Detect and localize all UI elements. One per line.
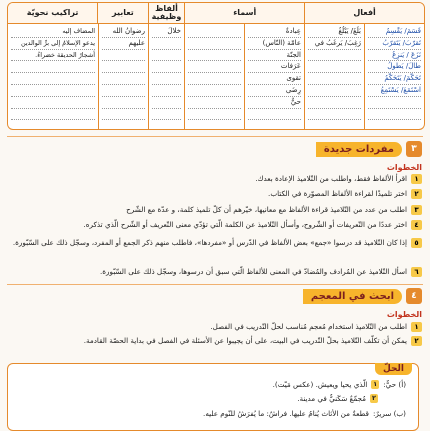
table-cell: تقوى bbox=[248, 73, 301, 85]
asmaa-col2 bbox=[184, 24, 244, 130]
table-cell: الجنّة bbox=[248, 50, 301, 62]
solution-text: مُجمّعٌ سَكَنيٌّ في مدينة. bbox=[297, 394, 367, 403]
steps-subheading: الخطوات bbox=[386, 310, 422, 319]
table-cell bbox=[188, 61, 241, 73]
table-cell: حيٌّ bbox=[248, 97, 301, 109]
table-cell bbox=[152, 97, 181, 109]
header-alfaz: ألفاظ وظيفية bbox=[148, 3, 185, 23]
table-cell: تَقرّبَ/ يَتَقرّبُ bbox=[368, 38, 421, 50]
solution-label: الحلّ bbox=[375, 363, 412, 375]
header-tarakib: تراكيب نحويّة bbox=[26, 8, 79, 17]
step-item bbox=[8, 336, 422, 346]
table-cell bbox=[368, 97, 421, 109]
table-cell bbox=[152, 38, 181, 50]
step-item bbox=[8, 174, 422, 184]
step-item bbox=[8, 189, 422, 199]
table-cell bbox=[188, 85, 241, 97]
af3al-col1 bbox=[364, 24, 424, 130]
table-cell: طالَ/ يَطولُ bbox=[368, 61, 421, 73]
table-cell bbox=[11, 109, 95, 121]
step-text: اختر تلميذًا لقراءة الألفاظ المصوّرة في الكتاب. bbox=[268, 189, 407, 198]
solution-term: (أ) حيٌّ: bbox=[383, 380, 406, 389]
step-item bbox=[8, 267, 422, 277]
solution-line bbox=[203, 409, 406, 418]
table-cell bbox=[11, 73, 95, 85]
table-cell bbox=[11, 97, 95, 109]
table-cell bbox=[102, 61, 145, 73]
solution-line bbox=[297, 394, 378, 403]
table-cell: أشجارُ الحديقة خضراءُ. bbox=[11, 50, 95, 62]
section-number-badge: ٤ bbox=[406, 288, 422, 304]
table-cell: عامّة (النّاس) bbox=[248, 38, 301, 50]
step-number: ٣ bbox=[411, 205, 422, 215]
step-text: إذا كان التّلاميذ قد درسوا «جمع» بعض الألفاظ في الدّرس أو «مفردها»، فاطلب منهم ذكر الجمع أو المفرد، وسجّل ذلك على السّبّورة. bbox=[12, 238, 407, 247]
step-text: اطلب من التّلاميذ استخدام مُعجم مُناسب لحلّ التّدريب في الفصل. bbox=[210, 322, 407, 331]
table-cell bbox=[368, 109, 421, 121]
table-cell bbox=[102, 50, 145, 62]
table-cell: المضاف إليه bbox=[11, 26, 95, 38]
table-cell: عَرَفات bbox=[248, 61, 301, 73]
table-cell bbox=[152, 61, 181, 73]
header-af3al: أفعال bbox=[304, 3, 424, 23]
steps-subheading: الخطوات bbox=[386, 163, 422, 172]
table-cell bbox=[102, 97, 145, 109]
table-cell: عِبادةٌ bbox=[248, 26, 301, 38]
table-cell: رَغِبَ/ يَرغَبُ في bbox=[308, 38, 361, 50]
step-text: اطلب من عدد من التّلاميذ قراءة الألفاظ مع معانيها، خيّرهم أن كلّ تلميذ كلمة، و عدّة مع الشّرح bbox=[126, 205, 407, 214]
table-cell bbox=[308, 61, 361, 73]
table-cell bbox=[152, 50, 181, 62]
af3al-col2 bbox=[304, 24, 364, 130]
step-text: اسأل التّلاميذ عن المُرادف والمُضادّ في المعنى للألفاظ الّتي سبق أن درسوها، وسجّل ذلك على السّبّورة. bbox=[99, 267, 407, 276]
table-cell bbox=[102, 109, 145, 121]
table-cell bbox=[102, 85, 145, 97]
solution-term: (ب) سريرٌ: bbox=[372, 409, 406, 418]
table-cell bbox=[308, 73, 361, 85]
solution-line bbox=[273, 380, 406, 389]
step-item bbox=[8, 238, 422, 248]
step-number: ٤ bbox=[411, 220, 422, 230]
section-number-badge: ٣ bbox=[406, 141, 422, 157]
table-cell: يدعو الإسلامُ إلى برِّ الوالدين bbox=[11, 38, 95, 50]
table-cell bbox=[188, 26, 241, 38]
table-cell: تَحَكَّمَ/ يَتَحَكَّمُ bbox=[368, 73, 421, 85]
table-cell bbox=[188, 109, 241, 121]
tarakib-col bbox=[8, 24, 98, 130]
table-cell: اسْتَمَعَ/ يَسْتَمِعُ bbox=[368, 85, 421, 97]
header-ta3abir: تعابير bbox=[97, 3, 148, 23]
table-body bbox=[8, 24, 424, 130]
vocabulary-table bbox=[7, 2, 425, 130]
table-cell: رِضَى bbox=[248, 85, 301, 97]
step-number: ٥ bbox=[411, 238, 422, 248]
table-cell bbox=[308, 97, 361, 109]
table-cell: بَلَغَ/ يَبْلُغُ bbox=[308, 26, 361, 38]
table-cell bbox=[152, 85, 181, 97]
solution-box bbox=[7, 363, 419, 431]
step-number: ٢ bbox=[411, 336, 422, 346]
table-cell bbox=[11, 85, 95, 97]
step-item bbox=[8, 322, 422, 332]
asmaa-col1 bbox=[244, 24, 304, 130]
solution-number: ٢ bbox=[372, 394, 376, 402]
table-cell bbox=[308, 109, 361, 121]
step-item bbox=[8, 205, 422, 215]
table-cell bbox=[308, 85, 361, 97]
solution-text: الّذي يحيا ويعيش. (عكس مَيّت). bbox=[272, 380, 368, 389]
step-number: ١ bbox=[411, 174, 422, 184]
table-cell bbox=[11, 61, 95, 73]
solution-text: قطعةٌ من الأثاث يُنامُ عليها. فراشٌ: ما يُفرَشُ للنّوم عليه. bbox=[203, 409, 369, 418]
step-number: ١ bbox=[411, 322, 422, 332]
table-cell: رضوانُ الله bbox=[102, 26, 145, 38]
divider bbox=[7, 136, 423, 137]
section-3-header bbox=[316, 141, 422, 157]
step-item bbox=[8, 220, 422, 230]
step-text: اقرأ الألفاظ فقط، واطلب من التّلاميذ الإعادة بعدك. bbox=[255, 174, 407, 183]
step-text: اختر عددًا من التّعريفات أو الشّروح، وأسأل التّلاميذ عن الكلمة الّتي تؤدّي معنى التّعريف أو الشّرح الّذي تذكره. bbox=[83, 220, 407, 229]
step-number: ٢ bbox=[411, 189, 422, 199]
table-cell bbox=[188, 50, 241, 62]
table-cell bbox=[248, 109, 301, 121]
header-asmaa: أسماء bbox=[184, 3, 304, 23]
step-text: يمكن أن تكلّف التّلاميذ بحلّ التّدريب في البيت، على أن يجيبوا عن الأسئلة في الفصل في بداية الحصّة القادمة. bbox=[83, 336, 407, 345]
section-title: مفردات جديدة bbox=[316, 142, 402, 157]
table-cell: نَزَعَ / يَنزِعُ bbox=[368, 50, 421, 62]
table-cell bbox=[188, 38, 241, 50]
table-cell bbox=[308, 50, 361, 62]
table-header-row bbox=[8, 3, 424, 24]
table-cell bbox=[188, 73, 241, 85]
section-title: ابحث في المعجم bbox=[303, 289, 402, 304]
table-cell bbox=[102, 73, 145, 85]
section-4-header bbox=[303, 288, 422, 304]
divider bbox=[7, 284, 423, 285]
table-cell bbox=[188, 97, 241, 109]
table-cell bbox=[152, 73, 181, 85]
alfaz-col bbox=[148, 24, 184, 130]
table-cell: عليهم bbox=[102, 38, 145, 50]
table-cell bbox=[152, 109, 181, 121]
table-cell: قَسَمَ/ يَقْسِمُ bbox=[368, 26, 421, 38]
step-number: ٦ bbox=[411, 267, 422, 277]
table-cell: خلالَ bbox=[152, 26, 181, 38]
solution-number: ١ bbox=[373, 380, 378, 388]
ta3abir-col bbox=[98, 24, 148, 130]
